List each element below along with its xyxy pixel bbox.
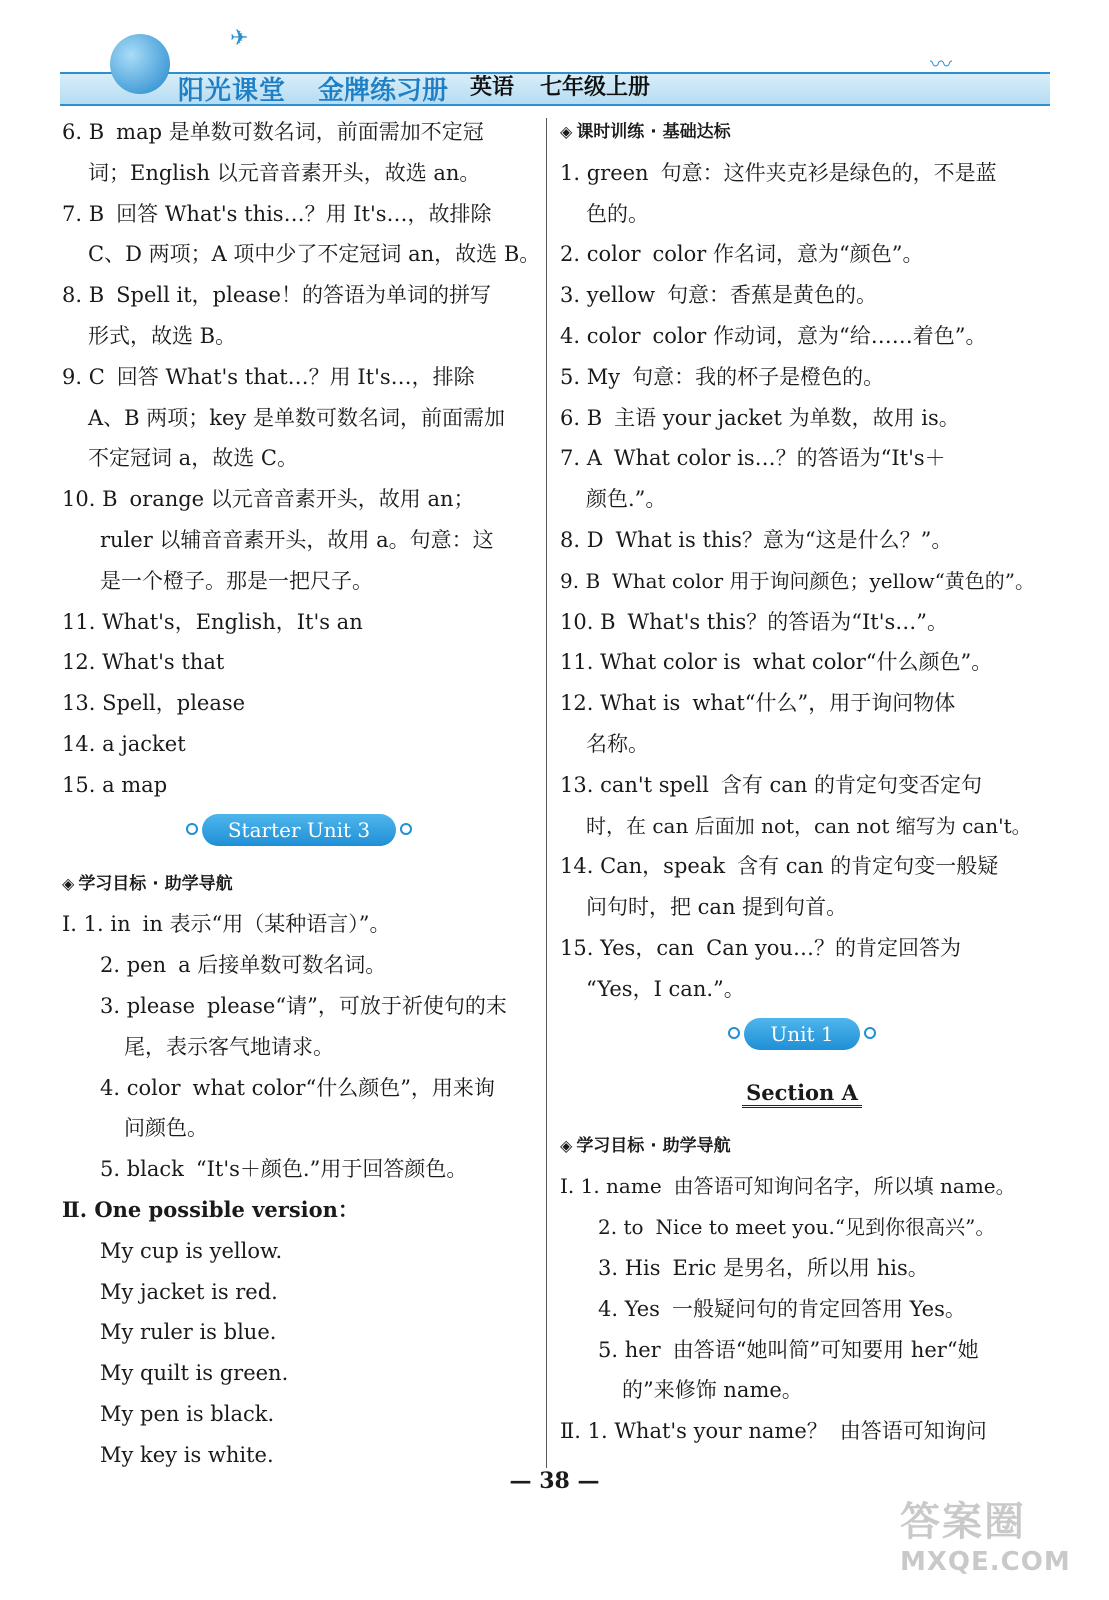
answer-line: 8. B Spell it，please！的答语为单词的拼写 <box>62 283 491 308</box>
sentence-line: My ruler is blue. <box>100 1320 277 1345</box>
sentence-line: My key is white. <box>100 1442 274 1467</box>
sentence-line: My pen is black. <box>100 1401 275 1426</box>
section-heading: ◈ 学习目标 · 助学导航 <box>62 873 233 894</box>
diamond-bullet-icon: ◈ <box>62 873 75 893</box>
answer-line: Ⅱ. 1. What's your name？ 由答语可知询问 <box>560 1419 987 1444</box>
answer-line: 2. color color 作名词，意为“颜色”。 <box>560 242 924 267</box>
answer-line: 是一个橙子。那是一把尺子。 <box>100 568 373 593</box>
globe-logo-icon <box>110 34 170 94</box>
answer-line: 6. B map 是单数可数名词，前面需加不定冠 <box>62 120 484 144</box>
watermark-bottom: MXQE.COM <box>900 1547 1071 1577</box>
answer-line: 3. yellow 句意：香蕉是黄色的。 <box>560 283 878 308</box>
answer-line: 15. a map <box>62 772 168 797</box>
answer-line: Ⅱ. One possible version： <box>62 1196 359 1222</box>
page-number: — 38 — <box>509 1468 600 1494</box>
unit-label: Unit 1 <box>744 1018 859 1050</box>
section-heading: ◈ 学习目标 · 助学导航 <box>560 1135 731 1156</box>
answer-line: 9. B What color 用于询问颜色；yellow“黄色的”。 <box>560 568 1036 593</box>
answer-line: A、B 两项；key 是单数可数名词，前面需加 <box>88 405 505 430</box>
answer-line: 色的。 <box>586 201 649 226</box>
answer-line: 的”来修饰 name。 <box>622 1378 803 1403</box>
answer-line: 颜色.”。 <box>586 487 667 512</box>
answer-line: ruler 以辅音音素开头，故用 a。句意：这 <box>100 527 494 552</box>
answer-line: 8. D What is this？意为“这是什么？”。 <box>560 527 953 552</box>
answer-line: Ⅰ. 1. name 由答语可知询问名字，所以填 name。 <box>560 1174 1016 1199</box>
answer-line: 词；English 以元音音素开头，故选 an。 <box>88 160 481 185</box>
answer-line: 3. please please“请”，可放于祈使句的末 <box>100 993 507 1018</box>
answer-line: 1. green 句意：这件夹克衫是绿色的，不是蓝 <box>560 160 997 185</box>
column-divider <box>546 118 547 1468</box>
answer-line: 4. Yes 一般疑问句的肯定回答用 Yes。 <box>598 1296 966 1321</box>
sentence-line: My cup is yellow. <box>100 1238 283 1263</box>
answer-line: 12. What is what“什么”，用于询问物体 <box>560 691 956 716</box>
left-column <box>62 112 541 1476</box>
watermark <box>900 1490 1090 1590</box>
unit-banner <box>560 1010 1044 1068</box>
answer-line: 尾，表示客气地请求。 <box>124 1034 334 1059</box>
answer-line: 14. a jacket <box>62 731 186 756</box>
answer-line: 10. B What's this？的答语为“It's…”。 <box>560 609 949 634</box>
answer-line: 4. color what color“什么颜色”，用来询 <box>100 1075 495 1100</box>
watermark-top: 答案圈 <box>900 1499 1026 1545</box>
answer-line: Ⅰ. 1. in in 表示“用（某种语言）”。 <box>62 912 391 937</box>
answer-line: 5. My 句意：我的杯子是橙色的。 <box>560 364 885 389</box>
unit-banner <box>62 806 536 864</box>
section-heading: ◈ 课时训练 · 基础达标 <box>560 122 731 142</box>
answer-line: 11. What's，English，It's an <box>62 609 363 634</box>
answer-line: 13. can't spell 含有 can 的肯定句变否定句 <box>560 772 983 797</box>
answer-line: “Yes，I can.”。 <box>586 976 745 1001</box>
answer-line: 名称。 <box>586 731 649 756</box>
answer-line: 4. color color 作动词，意为“给……着色”。 <box>560 323 987 348</box>
answer-line: 5. her 由答语“她叫简”可知要用 her“她 <box>598 1337 979 1362</box>
diamond-bullet-icon: ◈ <box>560 122 573 141</box>
answer-line: 15. Yes，can Can you…？的肯定回答为 <box>560 935 961 960</box>
answer-line: 形式，故选 B。 <box>88 323 237 348</box>
right-column <box>560 112 1044 1452</box>
page-header <box>60 20 1050 108</box>
answer-line: 问句时，把 can 提到句首。 <box>586 895 848 920</box>
grade-label: 七年级上册 <box>540 75 651 100</box>
bird-icon: 〰 <box>930 53 953 78</box>
answer-line: 10. B orange 以元音音素开头，故用 an； <box>62 487 475 512</box>
sentence-line: My jacket is red. <box>100 1279 278 1304</box>
answer-line: 2. pen a 后接单数可数名词。 <box>100 953 387 978</box>
answer-line: 12. What's that <box>62 650 225 675</box>
answer-line: 2. to Nice to meet you.“见到你很高兴”。 <box>598 1215 996 1240</box>
answer-line: 问颜色。 <box>124 1116 208 1141</box>
sentence-line: My quilt is green. <box>100 1361 289 1386</box>
answer-line: 6. B 主语 your jacket 为单数，故用 is。 <box>560 405 960 430</box>
unit-label: Starter Unit 3 <box>202 814 396 846</box>
answer-line: 不定冠词 a，故选 C。 <box>88 446 298 471</box>
answer-line: 9. C 回答 What's that…？用 It's…，排除 <box>62 364 475 389</box>
diamond-bullet-icon: ◈ <box>560 1135 573 1155</box>
answer-line: 7. B 回答 What's this…？用 It's…，故排除 <box>62 201 492 226</box>
answer-line: 13. Spell，please <box>62 691 246 716</box>
answer-line: 时，在 can 后面加 not，can not 缩写为 can't。 <box>586 813 1032 838</box>
brand-title: 阳光课堂 <box>178 76 287 106</box>
answer-line: 14. Can，speak 含有 can 的肯定句变一般疑 <box>560 854 999 879</box>
subject-label: 英语 <box>470 75 515 100</box>
answer-line: 5. black “It's＋颜色.”用于回答颜色。 <box>100 1157 468 1182</box>
section-a-heading: Section A <box>560 1068 1044 1126</box>
answer-line: 11. What color is what color“什么颜色”。 <box>560 650 993 675</box>
paper-plane-icon: ✈ <box>230 26 249 51</box>
answer-line: 3. His Eric 是男名，所以用 his。 <box>598 1255 929 1280</box>
answer-line: 7. A What color is…？的答语为“It's＋ <box>560 446 946 471</box>
series-title: 金牌练习册 <box>318 76 449 106</box>
answer-line: C、D 两项；A 项中少了不定冠词 an，故选 B。 <box>88 242 541 267</box>
